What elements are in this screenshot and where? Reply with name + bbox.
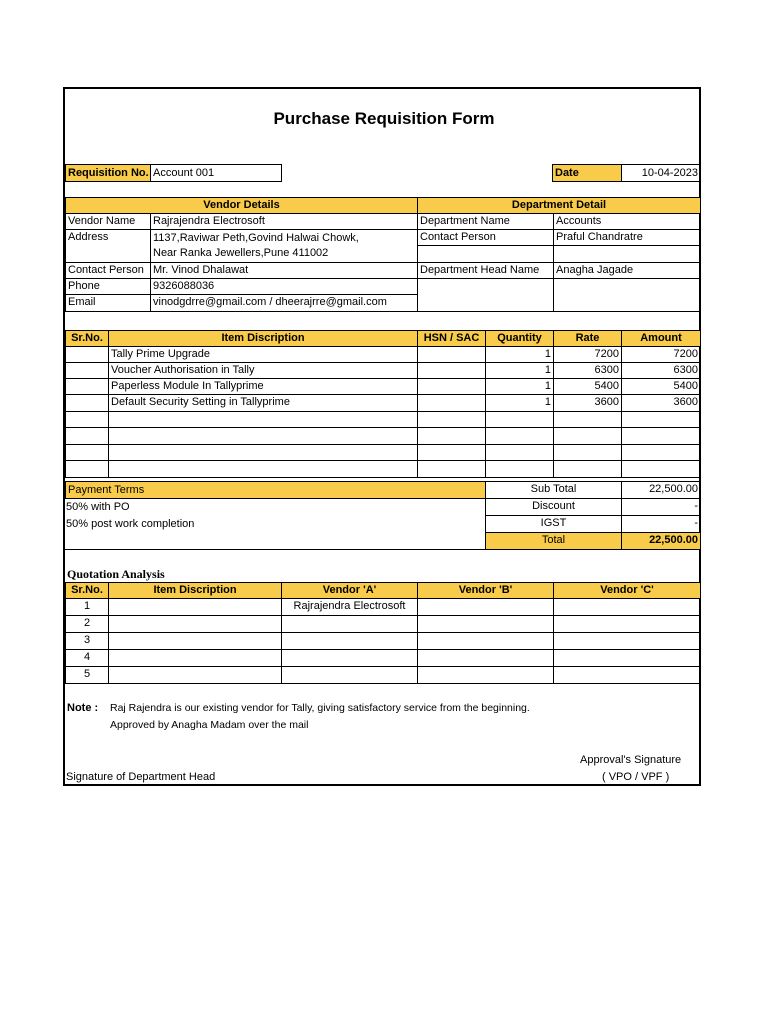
table-cell — [485, 411, 554, 428]
table-cell — [553, 632, 701, 650]
note-label: Note : — [67, 702, 99, 714]
vendor-details-header: Vendor Details — [65, 197, 418, 214]
dept-head-signature: Signature of Department Head — [66, 771, 216, 783]
table-cell — [65, 378, 109, 395]
table-cell — [553, 598, 701, 616]
dept-empty-cell — [417, 245, 554, 263]
item-amount: 5400 — [621, 378, 701, 395]
payment-line-2: 50% post work completion — [66, 518, 195, 530]
q-sr: 5 — [65, 666, 109, 684]
table-cell — [108, 598, 282, 616]
table-cell — [485, 427, 554, 445]
table-cell — [485, 444, 554, 461]
col-header-quantity: Quantity — [485, 330, 554, 347]
vendor-email: vinodgdrre@gmail.com / dheerajrre@gmail.com — [150, 294, 418, 312]
item-amount: 3600 — [621, 394, 701, 412]
table-cell — [65, 444, 109, 461]
col-header-rate: Rate — [553, 330, 622, 347]
dept-empty-cell — [553, 245, 701, 263]
address-line-1: 1137,Raviwar Peth,Govind Halwai Chowk, — [153, 232, 359, 244]
vendor-address — [150, 229, 418, 263]
approval-signature-label: Approval's Signature — [580, 754, 682, 766]
item-desc: Paperless Module In Tallyprime — [108, 378, 418, 395]
table-cell — [621, 411, 701, 428]
table-cell — [621, 427, 701, 445]
payment-terms-header: Payment Terms — [65, 481, 486, 499]
table-cell — [417, 362, 486, 379]
q-vendor-a — [281, 615, 418, 633]
table-cell — [417, 632, 554, 650]
table-cell — [108, 666, 282, 684]
item-qty: 1 — [485, 394, 554, 412]
requisition-no-value: Account 001 — [150, 164, 282, 182]
phone-label: Phone — [65, 278, 151, 295]
table-cell — [417, 394, 486, 412]
address-label: Address — [65, 229, 151, 263]
item-desc: Voucher Authorisation in Tally — [108, 362, 418, 379]
table-cell — [417, 411, 486, 428]
table-cell — [108, 460, 418, 478]
table-cell — [417, 615, 554, 633]
vendor-name-label: Vendor Name — [65, 213, 151, 230]
department-detail-header: Department Detail — [417, 197, 701, 214]
table-cell — [553, 615, 701, 633]
table-cell — [65, 427, 109, 445]
divider — [65, 549, 485, 550]
item-rate: 3600 — [553, 394, 622, 412]
item-rate: 7200 — [553, 346, 622, 363]
discount-value: - — [621, 498, 701, 516]
table-cell — [485, 460, 554, 478]
note-line-2: Approved by Anagha Madam over the mail — [110, 719, 309, 731]
dept-head-label: Department Head Name — [417, 262, 554, 279]
table-cell — [65, 460, 109, 478]
department-name: Accounts — [553, 213, 701, 230]
q-sr: 1 — [65, 598, 109, 616]
q-vendor-a — [281, 632, 418, 650]
q-sr: 4 — [65, 649, 109, 667]
address-line-2: Near Ranka Jewellers,Pune 411002 — [153, 247, 329, 259]
department-name-label: Department Name — [417, 213, 554, 230]
item-desc: Default Security Setting in Tallyprime — [108, 394, 418, 412]
item-amount: 7200 — [621, 346, 701, 363]
q-sr: 3 — [65, 632, 109, 650]
table-cell — [65, 346, 109, 363]
form-title: Purchase Requisition Form — [273, 109, 495, 128]
dept-contact: Praful Chandratre — [553, 229, 701, 246]
item-qty: 1 — [485, 346, 554, 363]
table-cell — [417, 649, 554, 667]
subtotal-value: 22,500.00 — [621, 481, 701, 499]
table-cell — [553, 411, 622, 428]
table-cell — [417, 444, 486, 461]
table-cell — [417, 378, 486, 395]
date-label: Date — [552, 164, 622, 182]
item-rate: 6300 — [553, 362, 622, 379]
vendor-phone: 9326088036 — [150, 278, 418, 295]
table-cell — [108, 649, 282, 667]
igst-label: IGST — [485, 515, 622, 533]
q-vendor-a — [281, 666, 418, 684]
table-cell — [65, 394, 109, 412]
table-cell — [108, 427, 418, 445]
table-cell — [65, 362, 109, 379]
table-cell — [417, 346, 486, 363]
table-cell — [108, 615, 282, 633]
item-qty: 1 — [485, 378, 554, 395]
table-cell — [108, 444, 418, 461]
table-cell — [108, 411, 418, 428]
payment-line-1: 50% with PO — [66, 501, 130, 513]
subtotal-label: Sub Total — [485, 481, 622, 499]
q-header-item: Item Discription — [108, 582, 282, 599]
table-cell — [553, 427, 622, 445]
table-cell — [65, 411, 109, 428]
table-cell — [417, 666, 554, 684]
vendor-name: Rajrajendra Electrosoft — [150, 213, 418, 230]
table-cell — [108, 632, 282, 650]
col-header-sr: Sr.No. — [65, 330, 109, 347]
igst-value: - — [621, 515, 701, 533]
table-cell — [417, 460, 486, 478]
table-cell — [417, 598, 554, 616]
dept-empty-cell — [417, 278, 554, 312]
total-label: Total — [485, 532, 622, 550]
discount-label: Discount — [485, 498, 622, 516]
dept-contact-label: Contact Person — [417, 229, 554, 246]
item-amount: 6300 — [621, 362, 701, 379]
q-sr: 2 — [65, 615, 109, 633]
q-header-vendor-a: Vendor 'A' — [281, 582, 418, 599]
table-cell — [553, 649, 701, 667]
dept-head: Anagha Jagade — [553, 262, 701, 279]
q-header-sr: Sr.No. — [65, 582, 109, 599]
q-header-vendor-c: Vendor 'C' — [553, 582, 701, 599]
q-vendor-a — [281, 649, 418, 667]
col-header-amount: Amount — [621, 330, 701, 347]
date-value: 10-04-2023 — [621, 164, 701, 182]
col-header-item: Item Discription — [108, 330, 418, 347]
table-cell — [621, 444, 701, 461]
contact-person-label: Contact Person — [65, 262, 151, 279]
note-line-1: Raj Rajendra is our existing vendor for Tally, giving satisfactory service from the beginning. — [110, 702, 530, 714]
quotation-title: Quotation Analysis — [67, 567, 165, 581]
vendor-contact: Mr. Vinod Dhalawat — [150, 262, 418, 279]
table-cell — [417, 427, 486, 445]
table-cell — [553, 666, 701, 684]
item-qty: 1 — [485, 362, 554, 379]
purchase-requisition-form — [63, 87, 701, 786]
col-header-hsn: HSN / SAC — [417, 330, 486, 347]
requisition-no-label: Requisition No. — [65, 164, 151, 182]
item-rate: 5400 — [553, 378, 622, 395]
approval-signature-sub: ( VPO / VPF ) — [602, 771, 670, 783]
q-vendor-a: Rajrajendra Electrosoft — [281, 598, 418, 616]
dept-empty-cell — [553, 278, 701, 312]
total-value: 22,500.00 — [621, 532, 701, 550]
email-label: Email — [65, 294, 151, 312]
q-header-vendor-b: Vendor 'B' — [417, 582, 554, 599]
table-cell — [553, 444, 622, 461]
table-cell — [553, 460, 622, 478]
item-desc: Tally Prime Upgrade — [108, 346, 418, 363]
table-cell — [621, 460, 701, 478]
